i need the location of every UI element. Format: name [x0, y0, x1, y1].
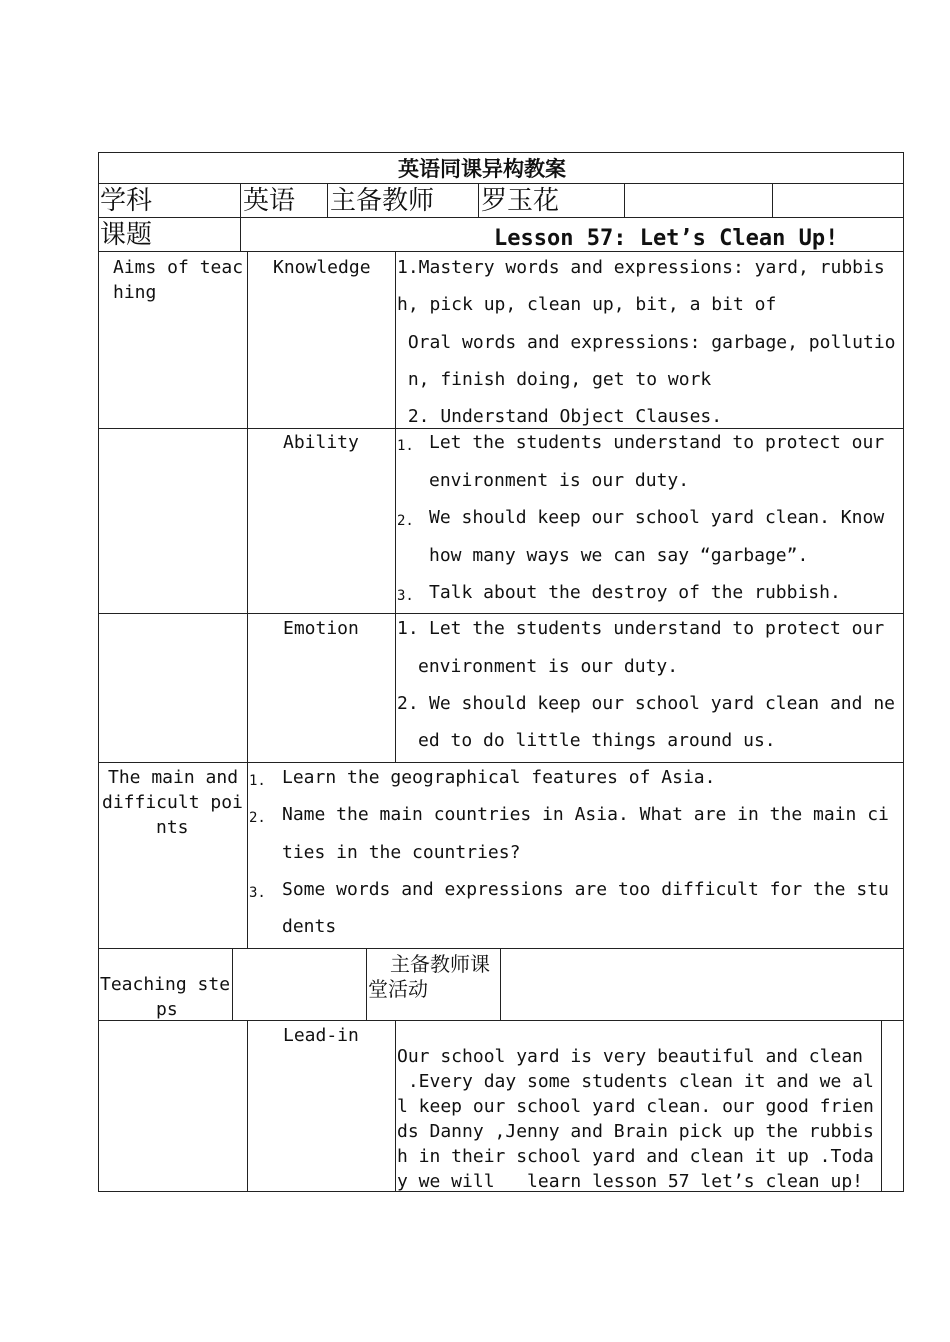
lesson-title: Lesson 57: Let’s Clean Up!: [494, 226, 839, 251]
subject-value: 英语: [243, 186, 296, 216]
emotion-label: Emotion: [283, 618, 359, 639]
leadin-line: y we will learn lesson 57 let’s clean up!: [397, 1171, 863, 1192]
activity-label-line: 堂活动: [368, 977, 428, 1001]
ability-item-line: We should keep our school yard clean. Know: [429, 507, 885, 528]
list-number: 2.: [397, 513, 414, 529]
list-number: 3.: [249, 885, 266, 901]
ability-item-line: how many ways we can say “garbage”.: [429, 545, 809, 566]
leadin-line: Our school yard is very beautiful and clean: [397, 1046, 863, 1067]
emotion-item-line: ed to do little things around us.: [418, 730, 776, 751]
points-item-line: Some words and expressions are too difficult for the stu: [282, 879, 889, 900]
points-label-line: nts: [156, 817, 189, 838]
ability-label: Ability: [283, 432, 359, 453]
steps-label-line: Teaching ste: [100, 974, 231, 995]
list-number: 1.: [397, 618, 419, 639]
col-divider: [366, 948, 367, 1020]
knowledge-line: h, pick up, clean up, bit, a bit of: [397, 294, 777, 315]
page-title: 英语同课异构教案: [398, 157, 566, 181]
leadin-line: h in their school yard and clean it up .Toda: [397, 1146, 874, 1167]
row-divider: [98, 613, 904, 614]
steps-label-line: ps: [156, 999, 178, 1020]
knowledge-line: 1.Mastery words and expressions: yard, rubbis: [397, 257, 885, 278]
col-divider: [881, 1020, 882, 1192]
emotion-item-line: Let the students understand to protect our: [429, 618, 885, 639]
ability-item-line: Talk about the destroy of the rubbish.: [429, 582, 841, 603]
col-divider: [500, 948, 501, 1020]
leadin-label: Lead-in: [283, 1025, 359, 1046]
topic-label: 课题: [100, 220, 153, 250]
col-divider: [240, 183, 241, 251]
points-label-line: The main and: [108, 767, 239, 788]
knowledge-label: Knowledge: [273, 257, 371, 278]
aims-label-line: hing: [113, 282, 157, 303]
col-divider: [772, 183, 773, 217]
row-divider: [98, 217, 904, 218]
row-divider: [98, 183, 904, 184]
list-number: 1.: [249, 773, 266, 789]
col-divider: [232, 948, 233, 1020]
activity-label-line: 主备教师课: [390, 952, 490, 976]
points-item-line: Learn the geographical features of Asia.: [282, 767, 716, 788]
list-number: 2.: [249, 810, 266, 826]
teacher-value: 罗玉花: [481, 186, 560, 216]
knowledge-line: n, finish doing, get to work: [397, 369, 712, 390]
col-divider: [478, 183, 479, 217]
leadin-line: l keep our school yard clean. our good frien: [397, 1096, 874, 1117]
points-label-line: difficult poi: [102, 792, 243, 813]
ability-item-line: environment is our duty.: [429, 470, 690, 491]
list-number: 1.: [397, 438, 414, 454]
ability-item-line: Let the students understand to protect our: [429, 432, 885, 453]
leadin-line: ds Danny ,Jenny and Brain pick up the rubbis: [397, 1121, 874, 1142]
points-item-line: dents: [282, 916, 337, 937]
list-number: 3.: [397, 588, 414, 604]
leadin-line: .Every day some students clean it and we al: [397, 1071, 874, 1092]
row-divider: [98, 762, 904, 763]
col-divider: [247, 251, 248, 948]
emotion-item-line: environment is our duty.: [418, 656, 679, 677]
col-divider: [395, 1020, 396, 1192]
col-divider: [395, 251, 396, 762]
row-divider: [98, 948, 904, 949]
knowledge-line: Oral words and expressions: garbage, pollutio: [397, 332, 896, 353]
points-item-line: Name the main countries in Asia. What are in the main ci: [282, 804, 889, 825]
emotion-item-line: We should keep our school yard clean and ne: [429, 693, 895, 714]
col-divider: [327, 183, 328, 217]
teacher-label: 主备教师: [330, 186, 435, 216]
knowledge-line: 2. Understand Object Clauses.: [397, 406, 723, 427]
aims-label-line: Aims of teac: [113, 257, 244, 278]
list-number: 2.: [397, 693, 419, 714]
row-divider: [98, 1020, 904, 1021]
col-divider: [624, 183, 625, 217]
subject-label: 学科: [100, 186, 153, 216]
col-divider: [247, 1020, 248, 1192]
points-item-line: ties in the countries?: [282, 842, 521, 863]
row-divider: [98, 428, 904, 429]
